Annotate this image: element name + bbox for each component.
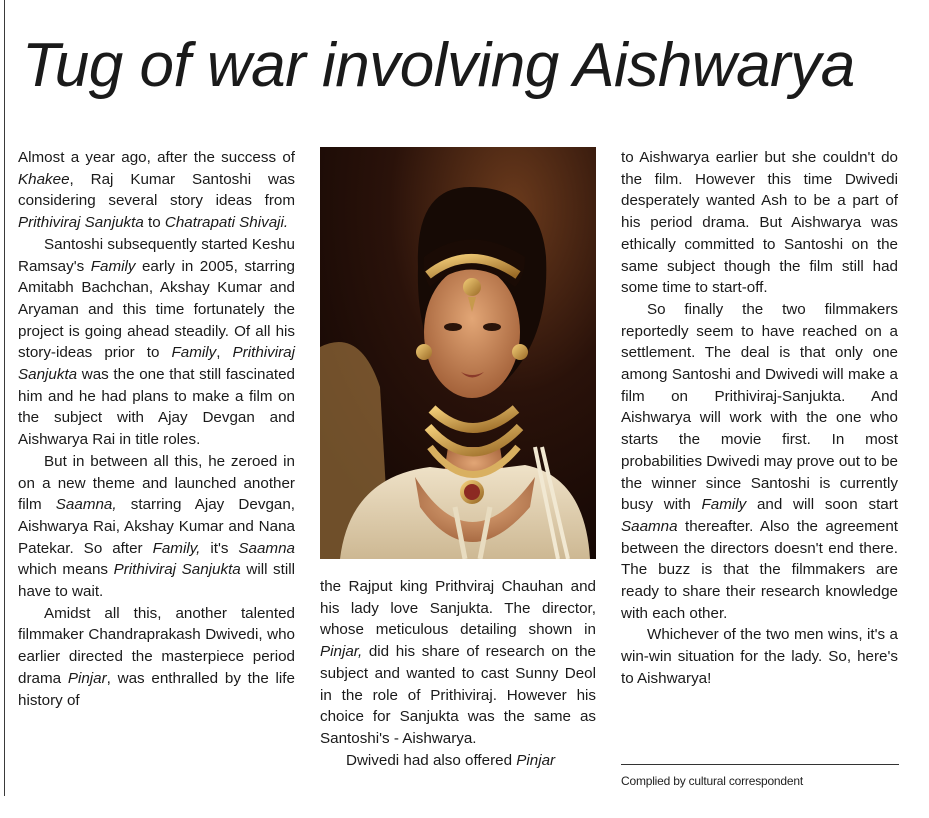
- paragraph: So finally the two filmmakers reportedly seem to have reached on a settlement. The deal is that only one among Santoshi and Dwivedi will make a film on Prithiviraj-Sanjukta. And Aishwarya will work with the one who starts the movie first. In most probabilities Dwivedi may prove out to be the winner since Santoshi is currently busy with Family and will soon start Saamna thereafter. Also the agreement between the directors doesn't end there. The buzz is that the filmmakers are ready to share their research knowledge with each other.: [621, 300, 899, 622]
- paragraph: Dwivedi had also offered Pinjar: [346, 751, 556, 769]
- divider: [621, 764, 899, 765]
- paragraph: Almost a year ago, after the success of Khakee, Raj Kumar Santoshi was considering several story ideas from Prithiviraj Sanjukta to Chatrapati Shivaji.: [18, 149, 295, 232]
- paragraph: Whichever of the two men wins, it's a win-win situation for the lady. So, here's to Aishwarya!: [621, 626, 898, 687]
- aishwarya-photo: [320, 147, 596, 559]
- paragraph: Santoshi subsequently started Keshu Ramsay's Family early in 2005, starring Amitabh Bachchan, Akshay Kumar and Aryaman and this time fortunately the project is going ahead steadily. Of all his story-ideas prior to Family, Prithiviraj Sanjukta was the one that still fascinated him and he had plans to make a film on the subject with Ajay Devgan and Aishwarya Rai in title roles.: [18, 235, 295, 449]
- article-column-2: [320, 576, 596, 771]
- byline-credit: Complied by cultural correspondent: [621, 774, 803, 788]
- paragraph: to Aishwarya earlier but she couldn't do the film. However this time Dwivedi desperately wanted Ash to be a part of his period drama. But Aishwarya was ethically committed to Santoshi on the same subject though the film still had some time to start-off.: [621, 149, 898, 297]
- article-column-1: [18, 147, 295, 711]
- paragraph: Amidst all this, another talented filmmaker Chandraprakash Dwivedi, who earlier directed the masterpiece period drama Pinjar, was enthralled by the life history of: [18, 604, 295, 709]
- paragraph: the Rajput king Prithviraj Chauhan and his lady love Sanjukta. The director, whose meticulous detailing shown in Pinjar, did his share of research on the subject and wanted to cast Sunny Deol in the role of Prithiviraj. However his choice for Sanjukta was the same as Santoshi's - Aishwarya.: [320, 578, 596, 747]
- headline: Tug of war involving Aishwarya: [22, 31, 855, 100]
- article-column-3: [621, 147, 898, 690]
- paragraph: But in between all this, he zeroed in on a new theme and launched another film Saamna, starring Ajay Devgan, Aishwarya Rai, Akshay Kumar and Nana Patekar. So after Family, it's Saamna which means Prithiviraj Sanjukta will still have to wait.: [18, 452, 296, 601]
- page-border: [4, 0, 5, 796]
